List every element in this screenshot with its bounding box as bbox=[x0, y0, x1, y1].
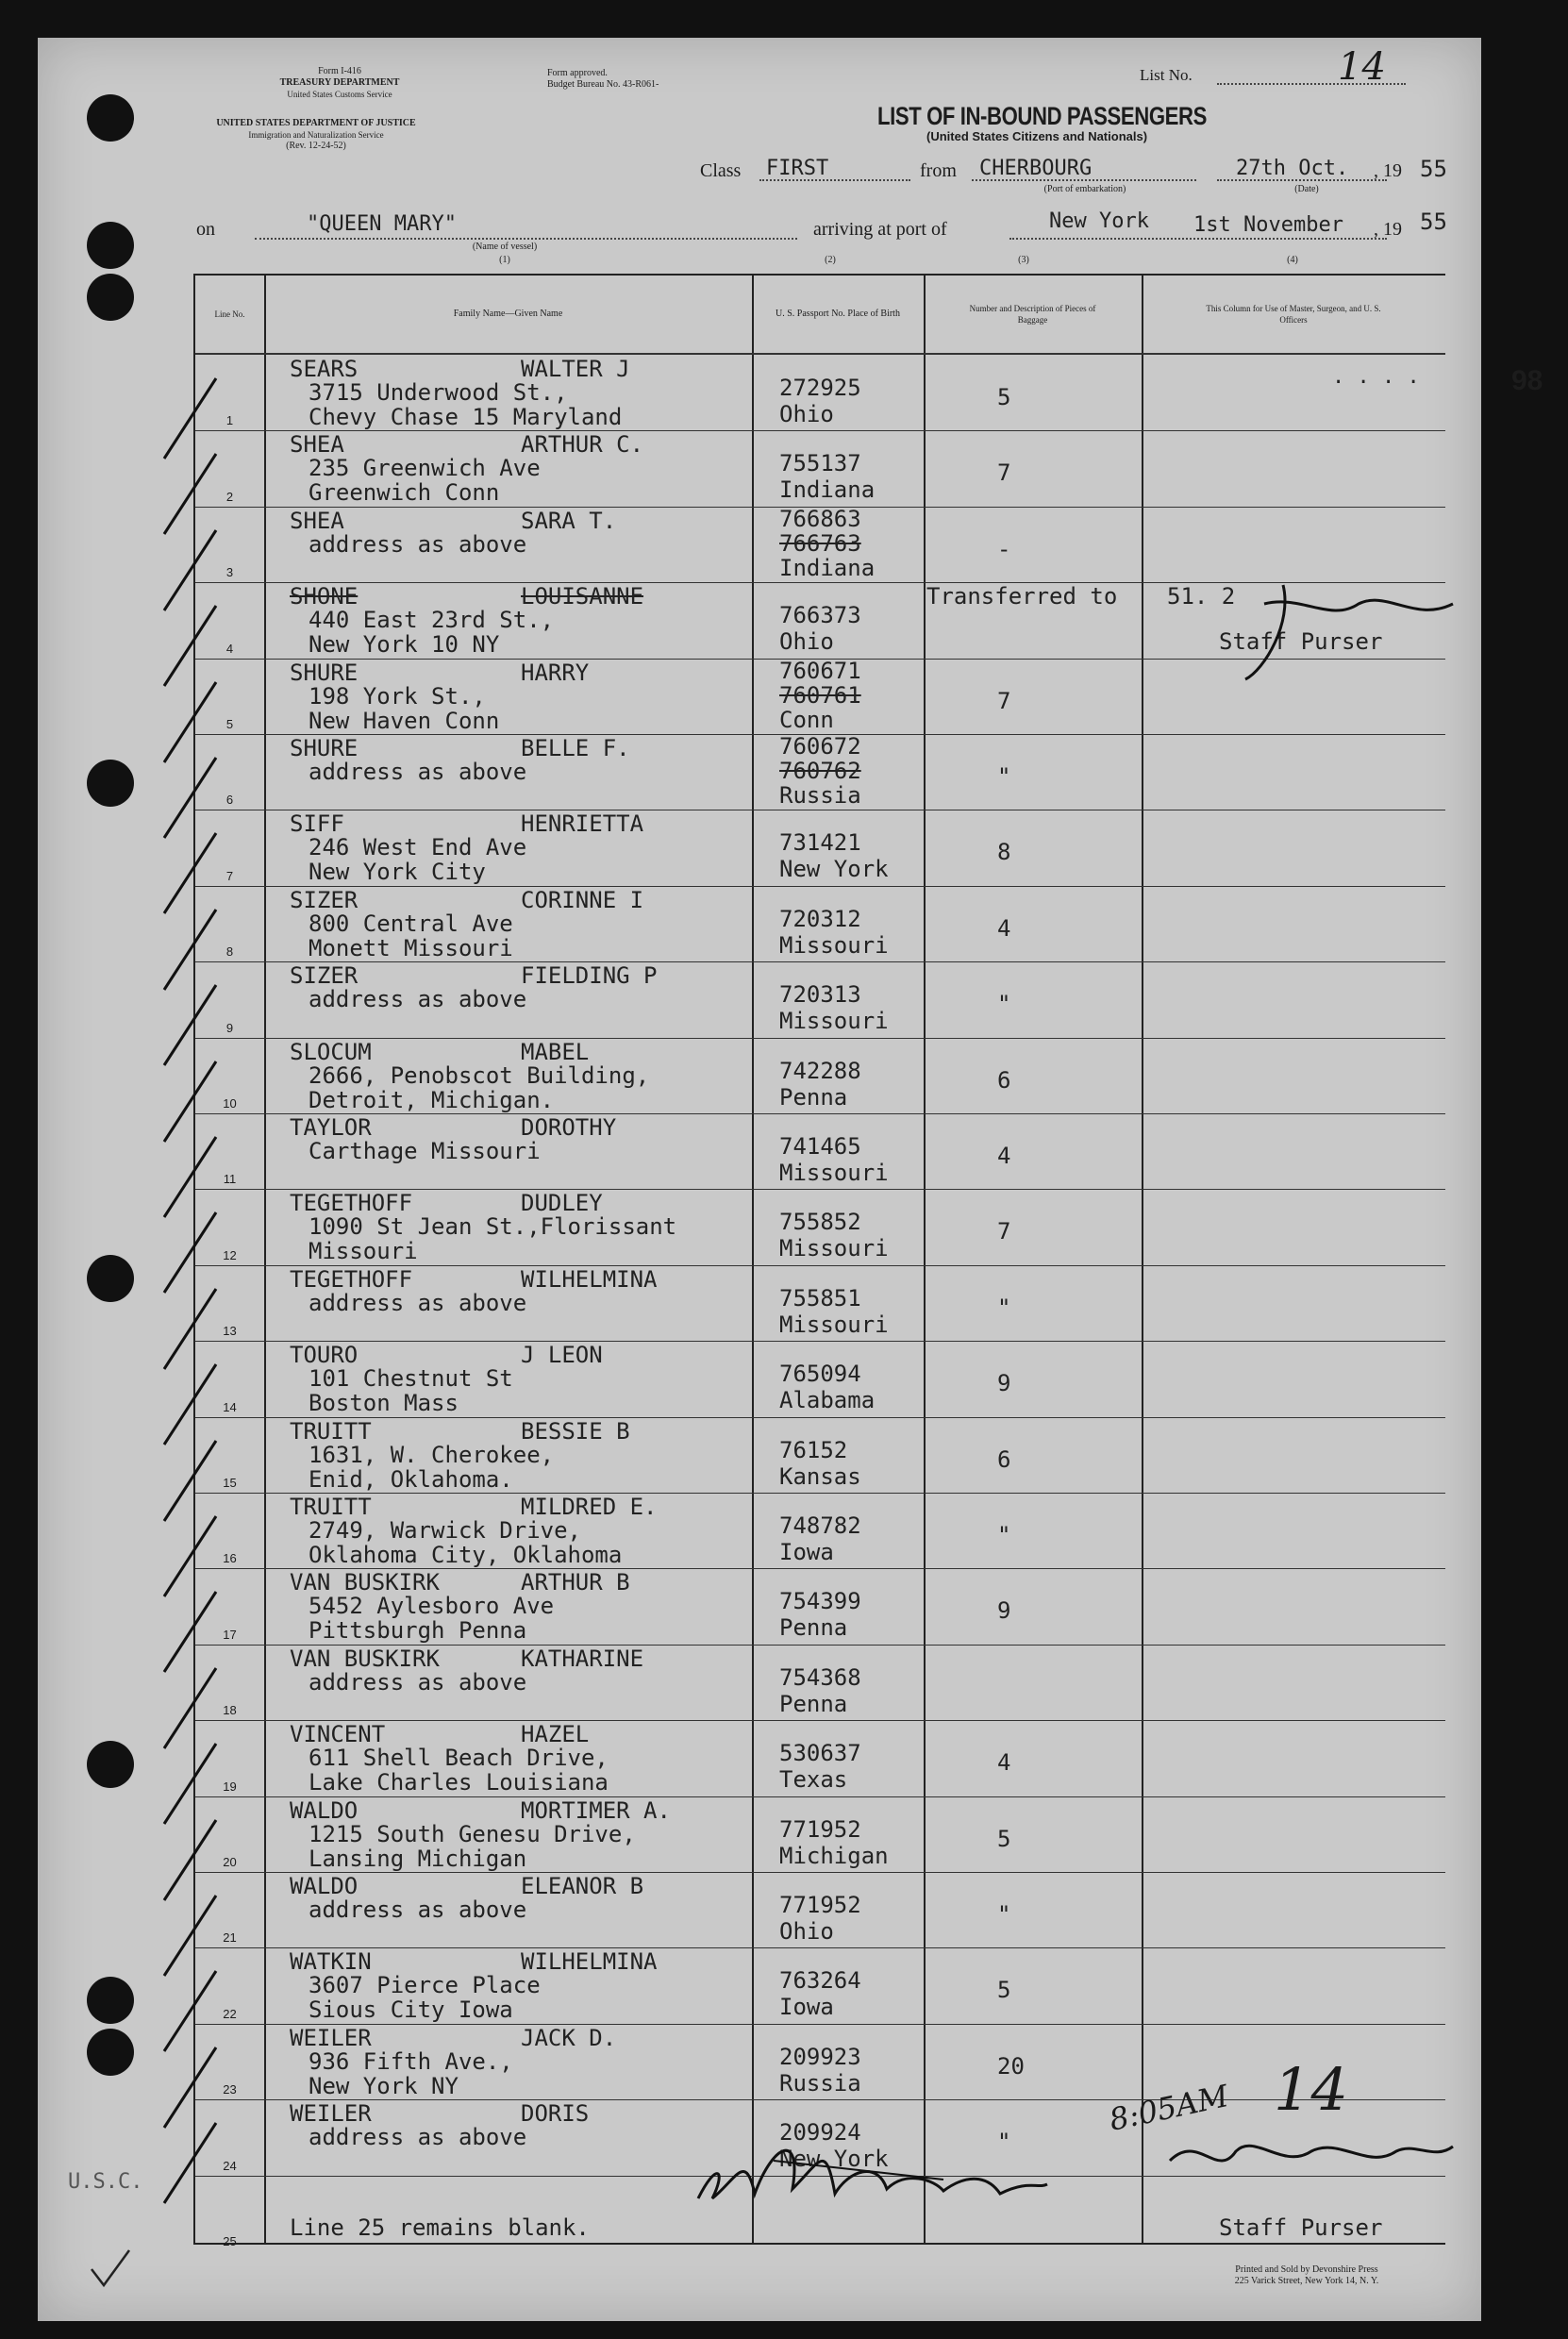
printer-line-1: Printed and Sold by Devonshire Press bbox=[1235, 2264, 1378, 2275]
address-line-1: address as above bbox=[309, 1896, 527, 1923]
family-name: SEARS bbox=[290, 356, 359, 382]
line-number: 21 bbox=[223, 1930, 237, 1946]
family-name: TRUITT bbox=[290, 1494, 372, 1520]
printer-line-2: 225 Varick Street, New York 14, N. Y. bbox=[1234, 2276, 1379, 2286]
given-name: MORTIMER A. bbox=[521, 1796, 671, 1824]
given-name: CORINNE I bbox=[521, 886, 644, 913]
form-approved: Form approved. bbox=[547, 68, 608, 78]
family-name: SLOCUM bbox=[290, 1038, 372, 1065]
address-line-1: 1090 St Jean St.,Florissant bbox=[309, 1213, 677, 1241]
place-of-birth: Missouri bbox=[779, 1235, 889, 1262]
passport-number: 76152 bbox=[779, 1436, 848, 1463]
table-row bbox=[195, 1645, 1445, 1720]
family-name: VAN BUSKIRK bbox=[290, 1645, 440, 1672]
address-line-1: 246 West End Ave bbox=[309, 834, 527, 861]
line-number: 15 bbox=[223, 1475, 237, 1490]
form-number-block bbox=[255, 66, 425, 100]
given-name: MILDRED E. bbox=[521, 1494, 658, 1520]
place-of-birth: Indiana bbox=[779, 554, 876, 581]
passport-number: 720313 bbox=[779, 981, 861, 1009]
passport-number: 771952 bbox=[779, 1815, 861, 1843]
baggage-count: 7 bbox=[997, 1218, 1011, 1245]
line-number: 18 bbox=[223, 1703, 237, 1718]
baggage-count: 4 bbox=[997, 1749, 1011, 1777]
family-name: TEGETHOFF bbox=[290, 1265, 413, 1293]
line-number: 9 bbox=[225, 1020, 234, 1035]
class-label: Class bbox=[700, 160, 742, 181]
given-name: HARRY bbox=[521, 659, 590, 686]
address-line-2: Pittsburgh Penna bbox=[309, 1617, 527, 1645]
address-line-1: 198 York St., bbox=[309, 682, 486, 710]
vessel-line bbox=[255, 238, 797, 240]
address-line-1: address as above bbox=[309, 2124, 527, 2151]
family-name: WEILER bbox=[290, 2100, 372, 2128]
address-line-2: Lake Charles Louisiana bbox=[309, 1769, 609, 1796]
baggage-count: - bbox=[997, 535, 1011, 562]
place-of-birth: Missouri bbox=[779, 1008, 889, 1035]
table-row bbox=[195, 1947, 1445, 2023]
printer-imprint bbox=[1165, 2264, 1448, 2287]
address-line-2: Missouri bbox=[309, 1238, 418, 1265]
passport-number: 754368 bbox=[779, 1663, 861, 1691]
address-line-2: New York 10 NY bbox=[309, 631, 500, 659]
line-number: 23 bbox=[223, 2082, 237, 2097]
address-line-2: Lansing Michigan bbox=[309, 1845, 527, 1872]
place-of-birth: Missouri bbox=[779, 1311, 889, 1338]
given-name: ARTHUR C. bbox=[521, 431, 644, 459]
place-of-birth: Texas bbox=[779, 1766, 848, 1794]
family-name: TOURO bbox=[290, 1342, 359, 1369]
given-name: WILHELMINA bbox=[521, 1948, 658, 1976]
place-of-birth: Conn bbox=[779, 706, 834, 733]
page-title: LIST OF IN-BOUND PASSENGERS bbox=[877, 102, 1207, 130]
given-name: MABEL bbox=[521, 1038, 590, 1065]
address-line-1: Carthage Missouri bbox=[309, 1138, 541, 1164]
usc-stamp: U.S.C. bbox=[68, 2170, 143, 2194]
family-name: VAN BUSKIRK bbox=[290, 1569, 440, 1596]
binder-hole bbox=[87, 1977, 134, 2024]
baggage-count: " bbox=[997, 763, 1011, 790]
table-row bbox=[195, 1568, 1445, 1644]
arrival-line bbox=[1009, 238, 1387, 240]
family-name: TRUITT bbox=[290, 1417, 372, 1445]
passport-number: 272925 bbox=[779, 375, 861, 401]
baggage-count: 9 bbox=[997, 1597, 1011, 1625]
embarkation-date: 27th Oct. bbox=[1236, 157, 1349, 180]
line-number: 5 bbox=[225, 716, 234, 731]
passport-number: 771952 bbox=[779, 1892, 861, 1918]
table-row bbox=[195, 2024, 1445, 2099]
passport-number: 765094 bbox=[779, 1361, 861, 1388]
from-label: from bbox=[920, 160, 957, 181]
family-name: WATKIN bbox=[290, 1948, 372, 1976]
baggage-count: " bbox=[997, 1901, 1011, 1928]
table-row bbox=[195, 1417, 1445, 1493]
baggage-count: 9 bbox=[997, 1370, 1011, 1397]
place-of-birth: Penna bbox=[779, 1690, 848, 1717]
staff-purser-label: Staff Purser bbox=[1219, 2214, 1383, 2241]
given-name: ELEANOR B bbox=[521, 1873, 644, 1899]
purser-signature-icon bbox=[1160, 2123, 1462, 2189]
line-number: 8 bbox=[225, 944, 234, 960]
passport-number: 766373 bbox=[779, 602, 861, 629]
binder-hole bbox=[87, 274, 134, 321]
vessel-caption: (Name of vessel) bbox=[472, 242, 538, 252]
port-of-embarkation: CHERBOURG bbox=[979, 157, 1093, 180]
place-of-birth: Penna bbox=[779, 1614, 848, 1642]
budget-bureau: Budget Bureau No. 43-R061- bbox=[547, 79, 659, 90]
table-row bbox=[195, 886, 1445, 961]
address-line-1: 800 Central Ave bbox=[309, 910, 513, 937]
class-value: FIRST bbox=[766, 157, 829, 180]
address-line-1: 1215 South Genesu Drive, bbox=[309, 1820, 636, 1847]
given-name: DORIS bbox=[521, 2100, 590, 2128]
binder-hole bbox=[87, 760, 134, 807]
form-number: Form I-416 bbox=[318, 66, 361, 76]
address-line-1: 101 Chestnut St bbox=[309, 1365, 513, 1393]
baggage-count: 8 bbox=[997, 839, 1011, 866]
transferred-to: 51. 2 bbox=[1167, 583, 1236, 610]
line-number: 14 bbox=[223, 1399, 237, 1414]
place-of-birth: Kansas bbox=[779, 1462, 861, 1490]
family-name: SIZER bbox=[290, 886, 359, 913]
address-line-2: Boston Mass bbox=[309, 1390, 459, 1417]
place-of-birth: Iowa bbox=[779, 1994, 834, 2021]
revision-date: (Rev. 12-24-52) bbox=[286, 141, 346, 151]
arrival-year-prefix: , 19 bbox=[1374, 219, 1402, 240]
binder-hole bbox=[87, 1741, 134, 1788]
col4-num: (4) bbox=[1287, 255, 1298, 265]
family-name: SIFF bbox=[290, 810, 344, 838]
passport-number: 754399 bbox=[779, 1588, 861, 1615]
line-number: 16 bbox=[223, 1551, 237, 1566]
table-row bbox=[195, 734, 1445, 810]
passport-number: 209923 bbox=[779, 2043, 861, 2070]
baggage-count: 4 bbox=[997, 1143, 1011, 1169]
line-number: 3 bbox=[225, 565, 234, 580]
place-of-birth: Michigan bbox=[779, 1842, 889, 1869]
address-line-1: address as above bbox=[309, 1289, 527, 1316]
doj-block bbox=[193, 118, 439, 152]
line-number: 25 bbox=[223, 2233, 237, 2248]
address-line-1: 1631, W. Cherokee, bbox=[309, 1441, 555, 1468]
given-name: BELLE F. bbox=[521, 735, 630, 761]
embarkation-year: 55 bbox=[1420, 156, 1447, 182]
table-row bbox=[195, 355, 1445, 430]
family-name: WALDO bbox=[290, 1873, 359, 1899]
address-line-2: Chevy Chase 15 Maryland bbox=[309, 404, 623, 430]
passport-number: 742288 bbox=[779, 1057, 861, 1084]
baggage-count: 5 bbox=[997, 384, 1011, 410]
date-caption: (Date) bbox=[1294, 184, 1319, 194]
table-row bbox=[195, 1872, 1445, 1947]
baggage-count: " bbox=[997, 1522, 1011, 1548]
passport-number: 741465 bbox=[779, 1133, 861, 1160]
family-name: WEILER bbox=[290, 2024, 372, 2051]
customs-service: United States Customs Service bbox=[287, 90, 392, 99]
list-no-label: List No. bbox=[1140, 66, 1193, 84]
table-row bbox=[195, 1720, 1445, 1796]
place-of-birth: Ohio bbox=[779, 1918, 834, 1945]
place-of-birth: New York bbox=[779, 856, 889, 883]
given-name: ARTHUR B bbox=[521, 1569, 630, 1596]
passport-number: 530637 bbox=[779, 1740, 861, 1767]
passport-number: 766863 bbox=[779, 505, 861, 532]
signature-icon bbox=[660, 2104, 1151, 2227]
arriving-label: arriving at port of bbox=[813, 219, 947, 240]
table-row bbox=[195, 1038, 1445, 1113]
check-mark-icon bbox=[87, 2246, 134, 2293]
page-subtitle: (United States Citizens and Nationals) bbox=[926, 129, 1148, 143]
address-line-1: 440 East 23rd St., bbox=[309, 607, 555, 634]
baggage-count: 6 bbox=[997, 1445, 1011, 1473]
given-name: LOUISANNE bbox=[521, 583, 644, 610]
address-line-2: Enid, Oklahoma. bbox=[309, 1465, 513, 1493]
table-row bbox=[195, 1265, 1445, 1341]
baggage-count: 7 bbox=[997, 459, 1011, 487]
given-name: HENRIETTA bbox=[521, 810, 644, 838]
line-number: 13 bbox=[223, 1324, 237, 1339]
col3-num: (3) bbox=[1018, 255, 1029, 265]
passport-number: 760672 bbox=[779, 733, 861, 760]
place-of-birth: New York bbox=[779, 2146, 889, 2173]
place-of-birth: Alabama bbox=[779, 1387, 876, 1414]
address-line-1: 611 Shell Beach Drive, bbox=[309, 1745, 609, 1772]
transferred-note: Transferred to bbox=[926, 583, 1118, 610]
address-line-2: Sious City Iowa bbox=[309, 1997, 513, 2024]
passport-number: 748782 bbox=[779, 1512, 861, 1539]
address-line-2: Oklahoma City, Oklahoma bbox=[309, 1542, 623, 1568]
approval-block bbox=[547, 68, 755, 91]
col-header-baggage: Number and Description of Pieces of Baggage bbox=[969, 304, 1096, 325]
line-number: 24 bbox=[223, 2158, 237, 2173]
date-year-prefix: , 19 bbox=[1374, 160, 1402, 181]
line-number: 10 bbox=[223, 1095, 237, 1111]
binder-hole bbox=[87, 1255, 134, 1302]
baggage-count: 5 bbox=[997, 1825, 1011, 1852]
given-name: WALTER J bbox=[521, 356, 630, 382]
table-row bbox=[195, 1493, 1445, 1568]
place-of-birth: Russia bbox=[779, 2069, 861, 2097]
address-line-1: 2749, Warwick Drive, bbox=[309, 1517, 581, 1544]
vessel-name: "QUEEN MARY" bbox=[307, 212, 457, 236]
col1-num: (1) bbox=[499, 255, 510, 265]
address-line-2: Greenwich Conn bbox=[309, 479, 500, 507]
baggage-count: " bbox=[997, 1294, 1011, 1321]
place-of-birth: Penna bbox=[779, 1083, 848, 1111]
col2-num: (2) bbox=[825, 255, 836, 265]
binder-hole bbox=[87, 94, 134, 142]
line-number: 11 bbox=[223, 1172, 237, 1187]
line-number: 22 bbox=[223, 2006, 237, 2021]
col-header-name: Family Name—Given Name bbox=[453, 309, 563, 319]
address-line-2: Detroit, Michigan. bbox=[309, 1086, 555, 1113]
address-line-2: New York NY bbox=[309, 2072, 459, 2099]
passport-number: 209924 bbox=[779, 2119, 861, 2147]
given-name: DOROTHY bbox=[521, 1114, 617, 1141]
on-label: on bbox=[196, 219, 215, 240]
address-line-1: address as above bbox=[309, 986, 527, 1013]
given-name: BESSIE B bbox=[521, 1417, 630, 1445]
passport-number-corrected: 766763 bbox=[779, 529, 861, 557]
doj-title: UNITED STATES DEPARTMENT OF JUSTICE bbox=[216, 118, 416, 128]
table-row bbox=[195, 1341, 1445, 1416]
passport-number-corrected: 760762 bbox=[779, 758, 861, 784]
address-line-1: Line 25 remains blank. bbox=[290, 2214, 590, 2241]
given-name: JACK D. bbox=[521, 2024, 617, 2051]
place-of-birth: Iowa bbox=[779, 1539, 834, 1565]
family-name: SHEA bbox=[290, 431, 344, 459]
given-name: SARA T. bbox=[521, 507, 617, 534]
place-of-birth: Indiana bbox=[779, 476, 876, 504]
line-number: 7 bbox=[225, 868, 234, 883]
stamp-number-value: 98 bbox=[1511, 365, 1543, 396]
line-number: 4 bbox=[225, 641, 234, 656]
address-line-1: 3607 Pierce Place bbox=[309, 1972, 541, 1999]
table-row bbox=[195, 1189, 1445, 1264]
line-number: 6 bbox=[225, 793, 234, 808]
address-line-2: New York City bbox=[309, 859, 486, 886]
table-row bbox=[195, 1113, 1445, 1189]
binder-hole bbox=[87, 222, 134, 269]
baggage-count: 7 bbox=[997, 687, 1011, 714]
purser-signature-row4-icon bbox=[1226, 566, 1472, 698]
passport-number: 755852 bbox=[779, 1209, 861, 1236]
place-of-birth: Missouri bbox=[779, 931, 889, 959]
address-line-1: address as above bbox=[309, 1668, 527, 1696]
port-caption: (Port of embarkation) bbox=[1043, 184, 1126, 194]
treasury-department: TREASURY DEPARTMENT bbox=[279, 77, 400, 88]
given-name: DUDLEY bbox=[521, 1190, 603, 1217]
place-of-birth: Russia bbox=[779, 782, 861, 809]
col-header-line: Line No. bbox=[214, 309, 245, 319]
given-name: FIELDING P bbox=[521, 962, 658, 990]
place-of-birth: Missouri bbox=[779, 1160, 889, 1186]
address-line-1: address as above bbox=[309, 530, 527, 558]
table-row bbox=[195, 1796, 1445, 1872]
given-name: J LEON bbox=[521, 1342, 603, 1369]
family-name: TEGETHOFF bbox=[290, 1190, 413, 1217]
address-line-1: 936 Fifth Ave., bbox=[309, 2047, 513, 2075]
address-line-1: 235 Greenwich Ave bbox=[309, 455, 541, 482]
arrival-port: New York bbox=[1049, 209, 1149, 233]
given-name: HAZEL bbox=[521, 1721, 590, 1748]
address-line-1: address as above bbox=[309, 759, 527, 785]
family-name: TAYLOR bbox=[290, 1114, 372, 1141]
passport-number: 755851 bbox=[779, 1284, 861, 1312]
address-line-1: 5452 Aylesboro Ave bbox=[309, 1593, 555, 1620]
line-number: 2 bbox=[225, 489, 234, 504]
family-name: VINCENT bbox=[290, 1721, 386, 1748]
baggage-count: 20 bbox=[997, 2052, 1025, 2080]
line-number: 1 bbox=[225, 413, 234, 428]
passport-number-corrected: 760761 bbox=[779, 681, 861, 709]
address-line-1: 2666, Penobscot Building, bbox=[309, 1061, 650, 1089]
line-number: 12 bbox=[223, 1247, 237, 1262]
line-number: 20 bbox=[223, 1854, 237, 1869]
passport-number: 755137 bbox=[779, 450, 861, 477]
table-row bbox=[195, 810, 1445, 885]
address-line-2: Monett Missouri bbox=[309, 934, 513, 961]
family-name: WALDO bbox=[290, 1796, 359, 1824]
family-name: SHONE bbox=[290, 583, 359, 610]
place-of-birth: Ohio bbox=[779, 628, 834, 656]
baggage-count: 5 bbox=[997, 1977, 1011, 2004]
address-line-1: 3715 Underwood St., bbox=[309, 379, 568, 406]
place-of-birth: Ohio bbox=[779, 401, 834, 427]
family-name: SHEA bbox=[290, 507, 344, 534]
col-header-passport: U. S. Passport No. Place of Birth bbox=[776, 309, 900, 319]
line-number: 19 bbox=[223, 1779, 237, 1794]
ins-title: Immigration and Naturalization Service bbox=[248, 130, 384, 140]
handwritten-list-marker: 14 bbox=[1274, 2055, 1348, 2124]
baggage-count: " bbox=[997, 2129, 1011, 2156]
passport-number: 760671 bbox=[779, 657, 861, 684]
family-name: SHURE bbox=[290, 735, 359, 761]
passport-number: 763264 bbox=[779, 1967, 861, 1995]
given-name: KATHARINE bbox=[521, 1645, 644, 1672]
staff-purser-label: Staff Purser bbox=[1219, 628, 1383, 656]
list-no-value: 14 bbox=[1338, 45, 1386, 89]
line-number: 17 bbox=[223, 1627, 237, 1642]
table-row bbox=[195, 961, 1445, 1037]
family-name: SIZER bbox=[290, 962, 359, 990]
given-name: WILHELMINA bbox=[521, 1265, 658, 1293]
table-row bbox=[195, 430, 1445, 506]
arrival-date: 1st November bbox=[1193, 213, 1343, 237]
baggage-count: 6 bbox=[997, 1066, 1011, 1094]
baggage-count: 4 bbox=[997, 914, 1011, 942]
passport-number: 720312 bbox=[779, 905, 861, 932]
address-line-2: New Haven Conn bbox=[309, 707, 500, 734]
passport-number: 731421 bbox=[779, 829, 861, 857]
col-header-officers: This Column for Use of Master, Surgeon, and U. S. Officers bbox=[1206, 304, 1381, 325]
baggage-count: " bbox=[997, 991, 1011, 1018]
officer-dots: . . . . bbox=[1332, 365, 1420, 389]
binder-hole bbox=[87, 2029, 134, 2076]
handwritten-time: 8:05AM bbox=[1106, 2078, 1232, 2138]
family-name: SHURE bbox=[290, 659, 359, 686]
arrival-year: 55 bbox=[1420, 209, 1447, 235]
